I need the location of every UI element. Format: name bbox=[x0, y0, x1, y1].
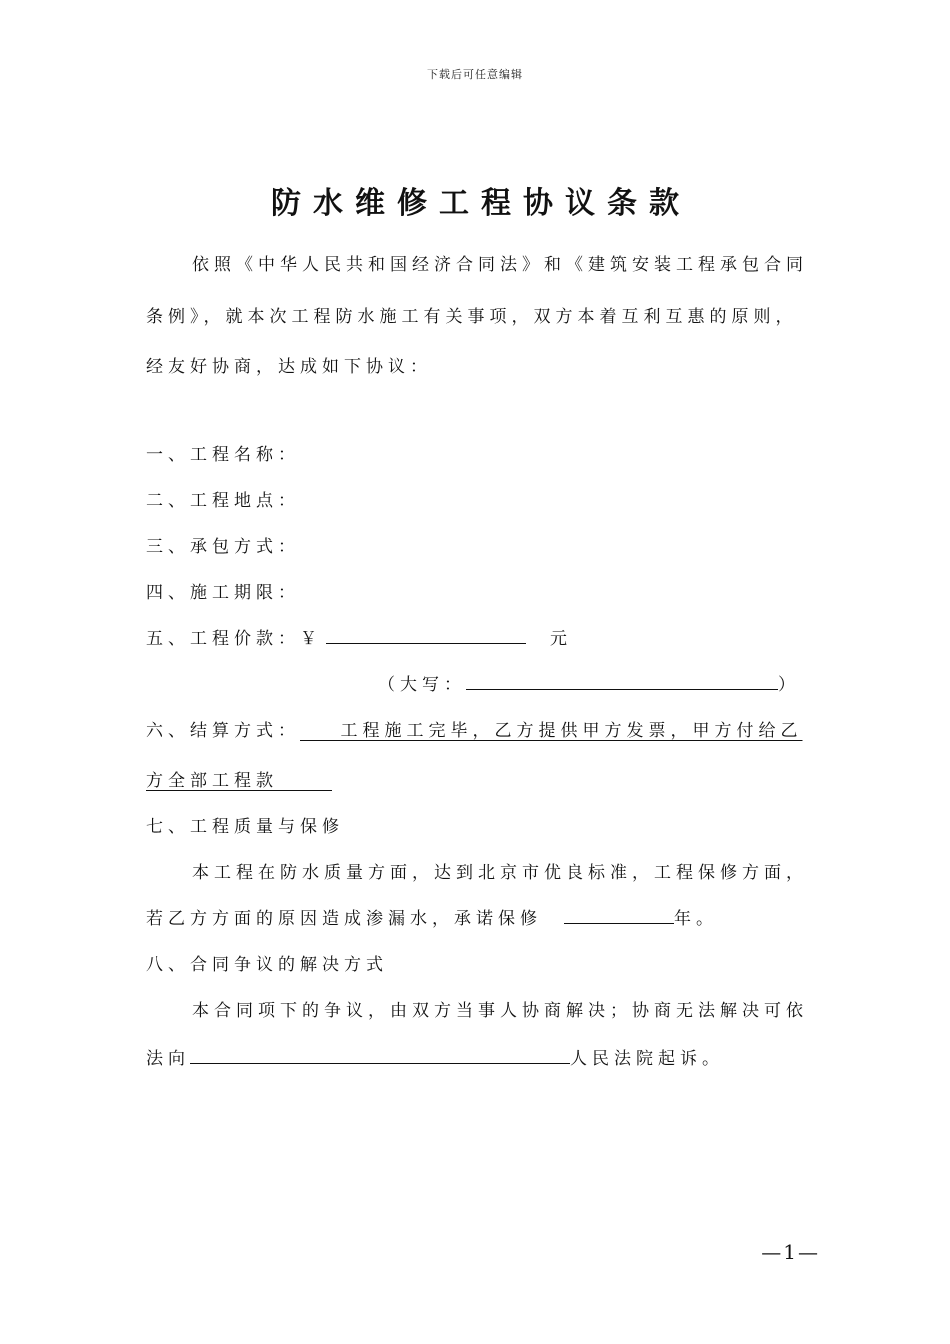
price-blank-line bbox=[326, 625, 526, 644]
item-project-location: 二、工程地点： bbox=[146, 491, 300, 511]
dispute-text-a: 法向 bbox=[146, 1049, 190, 1069]
intro-line-3: 经友好协商，达成如下协议： bbox=[146, 357, 432, 377]
intro-line-1: 依照《中华人民共和国经济合同法》和《建筑安装工程承包合同 bbox=[192, 255, 808, 275]
price-unit: 元 bbox=[550, 629, 572, 649]
page-number: —1— bbox=[761, 1240, 820, 1264]
intro-line-2: 条例》，就本次工程防水施工有关事项，双方本着互利互惠的原则， bbox=[146, 307, 798, 327]
item-price bbox=[146, 624, 572, 649]
settlement-label: 六、结算方式： bbox=[146, 721, 300, 741]
warranty-years-unit: 年。 bbox=[674, 909, 718, 929]
warranty-years-blank bbox=[564, 905, 674, 924]
item-quality-heading: 七、工程质量与保修 bbox=[146, 817, 344, 837]
quality-text: 若乙方方面的原因造成渗漏水，承诺保修 bbox=[146, 909, 542, 929]
item-contract-method: 三、承包方式： bbox=[146, 537, 300, 557]
capital-open: （大写： bbox=[378, 675, 466, 695]
settlement-text-1: 工程施工完毕，乙方提供甲方发票，甲方付给乙 bbox=[340, 721, 803, 741]
quality-line-2 bbox=[146, 904, 718, 929]
item-settlement bbox=[146, 716, 803, 741]
settlement-text-2: 方全部工程款 bbox=[146, 771, 278, 791]
header-note: 下载后可任意编辑 bbox=[427, 68, 523, 81]
price-capital bbox=[378, 670, 800, 695]
item-construction-period: 四、施工期限： bbox=[146, 583, 300, 603]
dispute-line-1: 本合同项下的争议，由双方当事人协商解决；协商无法解决可依 bbox=[192, 1001, 808, 1021]
capital-blank-line bbox=[466, 671, 778, 690]
item-project-name: 一、工程名称： bbox=[146, 445, 300, 465]
item-dispute-heading: 八、合同争议的解决方式 bbox=[146, 955, 388, 975]
quality-line-1: 本工程在防水质量方面，达到北京市优良标准，工程保修方面， bbox=[192, 863, 808, 883]
price-label: 五、工程价款：￥ bbox=[146, 629, 322, 649]
dispute-line-2 bbox=[146, 1044, 724, 1069]
settlement-underlined-2 bbox=[146, 771, 332, 791]
court-blank-line bbox=[190, 1045, 570, 1064]
document-title: 防水维修工程协议条款 bbox=[271, 186, 691, 221]
settlement-line-2 bbox=[146, 766, 332, 791]
settlement-underlined bbox=[300, 721, 803, 741]
dispute-text-b: 人民法院起诉。 bbox=[570, 1049, 724, 1069]
capital-close: ） bbox=[778, 675, 800, 695]
